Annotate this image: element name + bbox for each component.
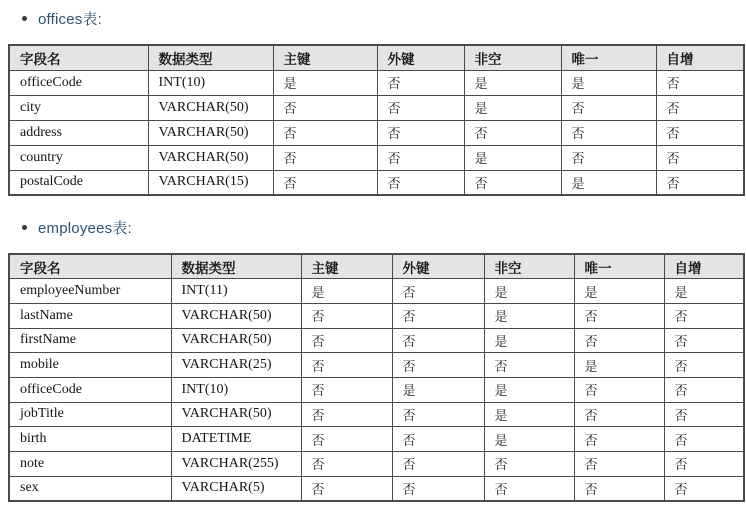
flag-cell: 否 [301,353,392,378]
flag-cell: 否 [664,402,744,427]
table-row [9,95,744,120]
flag-cell: 否 [301,377,392,402]
field-name-cell: postalCode [9,170,148,195]
data-type-cell: VARCHAR(50) [171,402,301,427]
data-type-cell: INT(10) [171,377,301,402]
field-name-cell: address [9,120,148,145]
flag-cell: 否 [664,427,744,452]
data-type-cell: VARCHAR(5) [171,476,301,501]
column-header: 自增 [656,45,744,70]
field-name-cell: city [9,95,148,120]
field-name-cell: note [9,452,171,477]
table-row [9,402,744,427]
column-header: 非空 [464,45,561,70]
table-row [9,303,744,328]
data-type-cell: INT(11) [171,279,301,304]
flag-cell: 否 [574,476,664,501]
flag-cell: 否 [392,476,484,501]
table-row [9,328,744,353]
flag-cell: 否 [392,353,484,378]
flag-cell: 否 [664,303,744,328]
flag-cell: 是 [464,145,561,170]
flag-cell: 否 [656,145,744,170]
flag-cell: 否 [484,452,574,477]
flag-cell: 是 [273,70,377,95]
data-type-cell: DATETIME [171,427,301,452]
column-header: 唯一 [561,45,656,70]
flag-cell: 是 [484,328,574,353]
column-header: 非空 [484,254,574,279]
flag-cell: 否 [574,328,664,353]
flag-cell: 否 [464,120,561,145]
bullet-item-offices [22,8,743,28]
column-header: 唯一 [574,254,664,279]
flag-cell: 是 [464,95,561,120]
flag-cell: 是 [561,170,656,195]
flag-cell: 否 [664,476,744,501]
field-name-cell: officeCode [9,70,148,95]
header-row [9,254,744,279]
data-type-cell: VARCHAR(15) [148,170,273,195]
flag-cell: 否 [301,328,392,353]
offices-schema-table [8,44,745,196]
flag-cell: 否 [484,476,574,501]
table-row [9,427,744,452]
flag-cell: 否 [656,95,744,120]
flag-cell: 否 [273,95,377,120]
data-type-cell: VARCHAR(50) [148,120,273,145]
column-header: 主键 [301,254,392,279]
flag-cell: 否 [664,452,744,477]
bullet-icon [22,16,27,21]
flag-cell: 否 [484,353,574,378]
employees-schema-table [8,253,745,502]
column-header: 数据类型 [171,254,301,279]
field-name-cell: firstName [9,328,171,353]
data-type-cell: VARCHAR(50) [148,145,273,170]
column-header: 主键 [273,45,377,70]
flag-cell: 否 [561,95,656,120]
field-name-cell: jobTitle [9,402,171,427]
flag-cell: 否 [377,145,464,170]
data-type-cell: VARCHAR(50) [171,328,301,353]
data-type-cell: VARCHAR(255) [171,452,301,477]
flag-cell: 是 [484,377,574,402]
bullet-icon [22,225,27,230]
flag-cell: 否 [561,120,656,145]
column-header: 自增 [664,254,744,279]
field-name-cell: sex [9,476,171,501]
flag-cell: 否 [392,452,484,477]
field-name-cell: country [9,145,148,170]
data-type-cell: VARCHAR(25) [171,353,301,378]
flag-cell: 否 [561,145,656,170]
table-row [9,120,744,145]
table-row [9,145,744,170]
field-name-cell: employeeNumber [9,279,171,304]
data-type-cell: VARCHAR(50) [171,303,301,328]
flag-cell: 否 [392,328,484,353]
flag-cell: 否 [574,303,664,328]
data-type-cell: INT(10) [148,70,273,95]
flag-cell: 否 [464,170,561,195]
flag-cell: 是 [484,303,574,328]
table-row [9,452,744,477]
flag-cell: 否 [574,452,664,477]
flag-cell: 否 [301,452,392,477]
table-row [9,170,744,195]
flag-cell: 否 [377,170,464,195]
flag-cell: 是 [574,353,664,378]
header-row [9,45,744,70]
column-header: 外键 [392,254,484,279]
flag-cell: 否 [574,427,664,452]
flag-cell: 否 [664,377,744,402]
column-header: 外键 [377,45,464,70]
column-header: 字段名 [9,45,148,70]
flag-cell: 否 [392,427,484,452]
flag-cell: 否 [273,145,377,170]
table-row [9,70,744,95]
flag-cell: 否 [574,377,664,402]
field-name-cell: lastName [9,303,171,328]
flag-cell: 否 [574,402,664,427]
field-name-cell: officeCode [9,377,171,402]
flag-cell: 否 [664,328,744,353]
flag-cell: 否 [377,70,464,95]
bullet-item-employees [22,217,743,237]
flag-cell: 否 [301,402,392,427]
flag-cell: 否 [377,120,464,145]
flag-cell: 是 [484,402,574,427]
column-header: 数据类型 [148,45,273,70]
flag-cell: 是 [664,279,744,304]
flag-cell: 否 [656,70,744,95]
flag-cell: 否 [377,95,464,120]
flag-cell: 否 [392,279,484,304]
flag-cell: 是 [464,70,561,95]
flag-cell: 是 [392,377,484,402]
flag-cell: 是 [484,279,574,304]
flag-cell: 否 [664,353,744,378]
flag-cell: 是 [484,427,574,452]
column-header: 字段名 [9,254,171,279]
table-row [9,476,744,501]
employees-table-label: employees表: [38,219,132,237]
flag-cell: 是 [301,279,392,304]
flag-cell: 否 [392,402,484,427]
flag-cell: 是 [574,279,664,304]
offices-table-label: offices表: [38,10,103,28]
flag-cell: 是 [561,70,656,95]
table-row [9,377,744,402]
flag-cell: 否 [656,170,744,195]
flag-cell: 否 [273,170,377,195]
table-row [9,353,744,378]
flag-cell: 否 [656,120,744,145]
table-row [9,279,744,304]
flag-cell: 否 [273,120,377,145]
data-type-cell: VARCHAR(50) [148,95,273,120]
field-name-cell: birth [9,427,171,452]
field-name-cell: mobile [9,353,171,378]
flag-cell: 否 [301,303,392,328]
flag-cell: 否 [301,476,392,501]
flag-cell: 否 [301,427,392,452]
flag-cell: 否 [392,303,484,328]
